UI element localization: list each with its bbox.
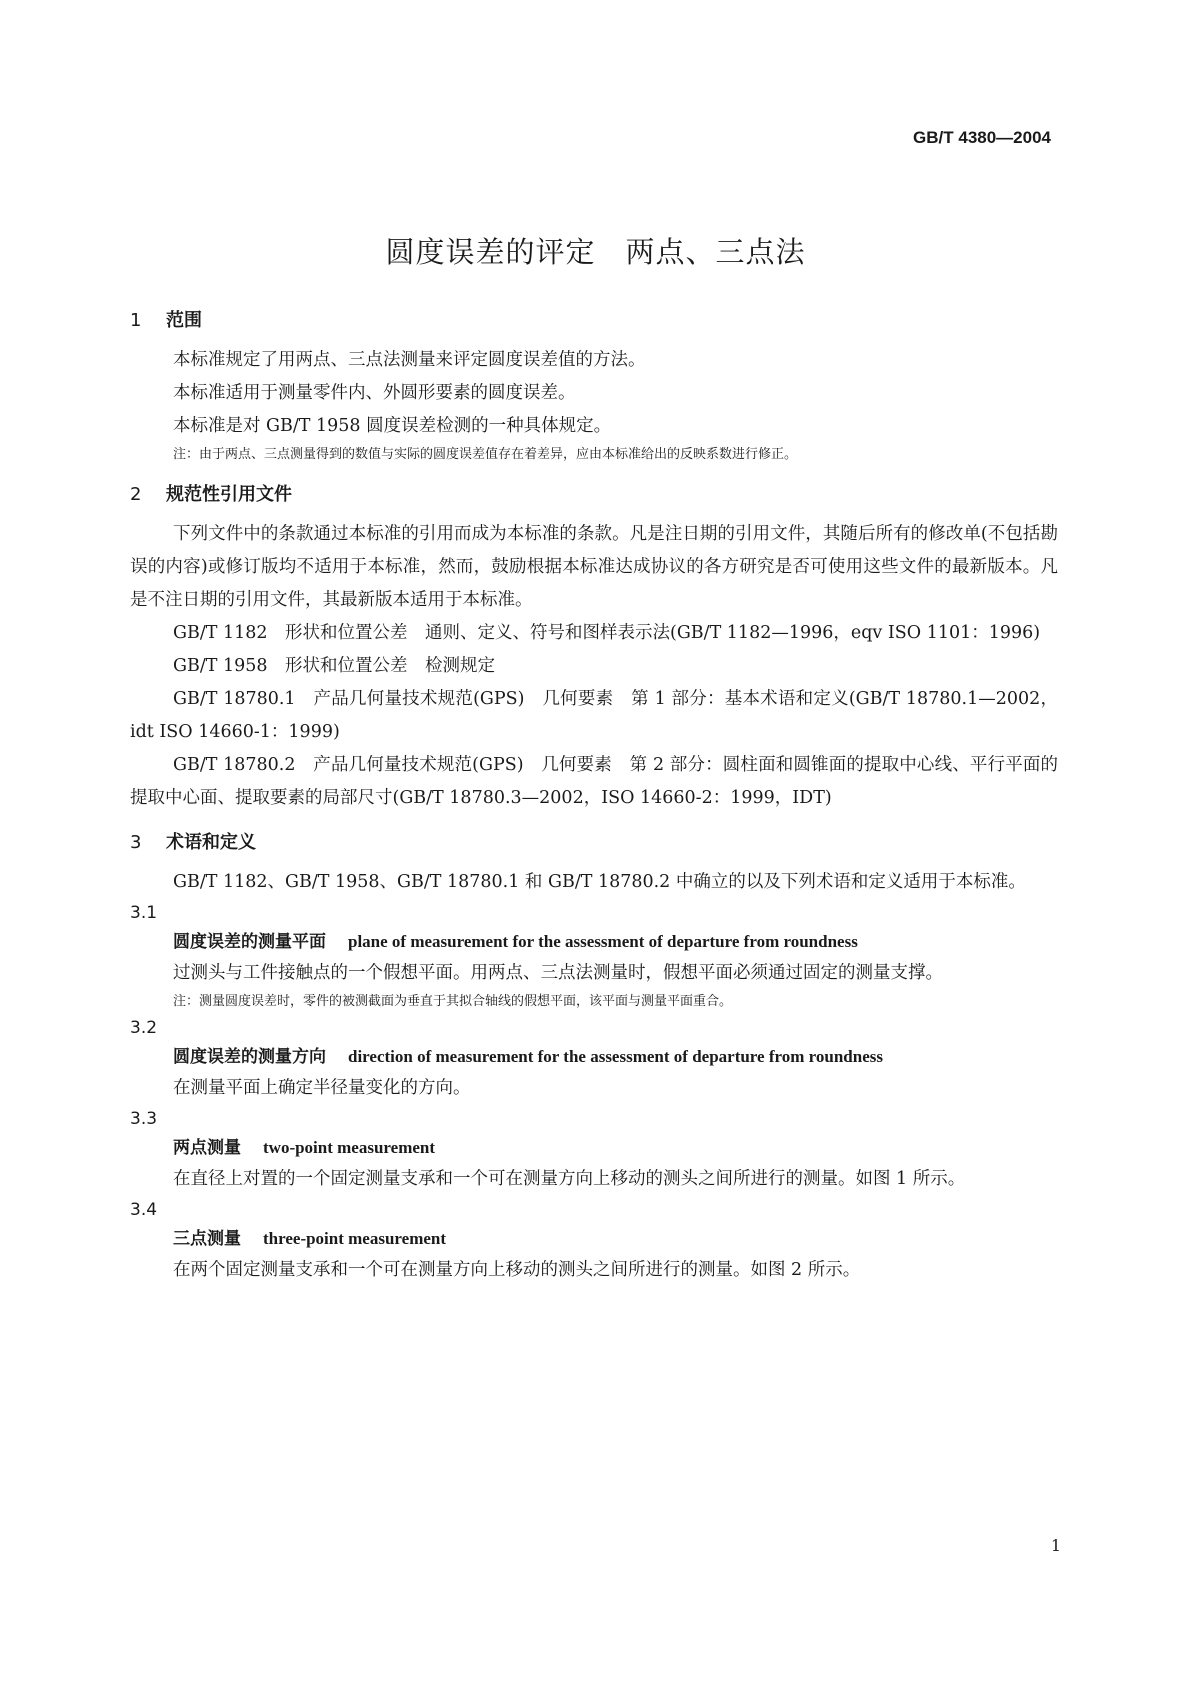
note: 注：测量圆度误差时，零件的被测截面为垂直于其拟合轴线的假想平面，该平面与测量平面重合。 (173, 994, 733, 1009)
document-title: 圆度误差的评定 两点、三点法 (385, 235, 806, 269)
term-zh: 三点测量 (173, 1229, 241, 1249)
section-number: 3 (130, 832, 142, 853)
term-en: three-point measurement (263, 1229, 447, 1248)
term-heading (130, 927, 1058, 957)
section-heading (130, 306, 1058, 332)
term-definition: 在两个固定测量支承和一个可在测量方向上移动的测头之间所进行的测量。如图 2 所示。 (173, 1260, 861, 1280)
term-en: two-point measurement (263, 1138, 436, 1157)
section-title: 规范性引用文件 (166, 484, 292, 505)
term-heading (130, 1042, 1058, 1072)
page-number: 1 (1050, 1536, 1061, 1555)
term-definition: 过测头与工件接触点的一个假想平面。用两点、三点法测量时，假想平面必须通过固定的测量支撑。 (173, 963, 943, 983)
term-number: 3.1 (130, 903, 158, 923)
paragraph: 本标准是对 GB/T 1958 圆度误差检测的一种具体规定。 (173, 416, 612, 436)
reference-item: GB/T 18780.2 产品几何量技术规范(GPS) 几何要素 第 2 部分：圆柱面和圆锥面的提取中心线、平行平面的提取中心面、提取要素的局部尺寸(GB/T 18780.3—2002，ISO 14660-2：1999，IDT) (130, 755, 1058, 808)
paragraph: 下列文件中的条款通过本标准的引用而成为本标准的条款。凡是注日期的引用文件，其随后所有的修改单(不包括勘误的内容)或修订版均不适用于本标准，然而，鼓励根据本标准达成协议的各方研究是否可使用这些文件的最新版本。凡是不注日期的引用文件，其最新版本适用于本标准。 (130, 524, 1058, 610)
term-number: 3.4 (130, 1200, 158, 1220)
section-number: 1 (130, 310, 142, 331)
section-title: 范围 (166, 310, 202, 331)
standard-code: GB/T 4380—2004 (913, 128, 1051, 147)
term-heading (130, 1224, 1058, 1254)
section-terms-body (130, 866, 1058, 1287)
section-references (130, 480, 1058, 506)
reference-item: GB/T 1958 形状和位置公差 检测规定 (173, 656, 496, 676)
term-number: 3.2 (130, 1018, 158, 1038)
section-scope-body (130, 344, 1058, 467)
section-terms (130, 828, 1058, 854)
term-en: plane of measurement for the assessment of departure from roundness (348, 932, 858, 951)
section-heading (130, 828, 1058, 854)
term-zh: 圆度误差的测量方向 (173, 1047, 326, 1067)
paragraph: 本标准适用于测量零件内、外圆形要素的圆度误差。 (173, 383, 576, 403)
term-en: direction of measurement for the assessment of departure from roundness (348, 1047, 883, 1066)
term-heading (130, 1133, 1058, 1163)
term-definition: 在直径上对置的一个固定测量支承和一个可在测量方向上移动的测头之间所进行的测量。如图 1 所示。 (173, 1169, 966, 1189)
note: 注：由于两点、三点测量得到的数值与实际的圆度误差值存在着差异，应由本标准给出的反映系数进行修正。 (173, 447, 798, 462)
term-zh: 两点测量 (173, 1138, 241, 1158)
paragraph: GB/T 1182、GB/T 1958、GB/T 18780.1 和 GB/T 18780.2 中确立的以及下列术语和定义适用于本标准。 (173, 872, 1026, 892)
paragraph: 本标准规定了用两点、三点法测量来评定圆度误差值的方法。 (173, 350, 646, 370)
section-number: 2 (130, 484, 142, 505)
term-zh: 圆度误差的测量平面 (173, 932, 326, 952)
section-references-body (130, 518, 1058, 815)
term-number: 3.3 (130, 1109, 158, 1129)
term-definition: 在测量平面上确定半径量变化的方向。 (173, 1078, 471, 1098)
section-scope (130, 306, 1058, 332)
reference-item: GB/T 18780.1 产品几何量技术规范(GPS) 几何要素 第 1 部分：基本术语和定义(GB/T 18780.1—2002，idt ISO 14660-1：1999) (130, 689, 1058, 742)
section-title: 术语和定义 (166, 832, 256, 853)
reference-item: GB/T 1182 形状和位置公差 通则、定义、符号和图样表示法(GB/T 1182—1996，eqv ISO 1101：1996) (173, 623, 1041, 643)
section-heading (130, 480, 1058, 506)
